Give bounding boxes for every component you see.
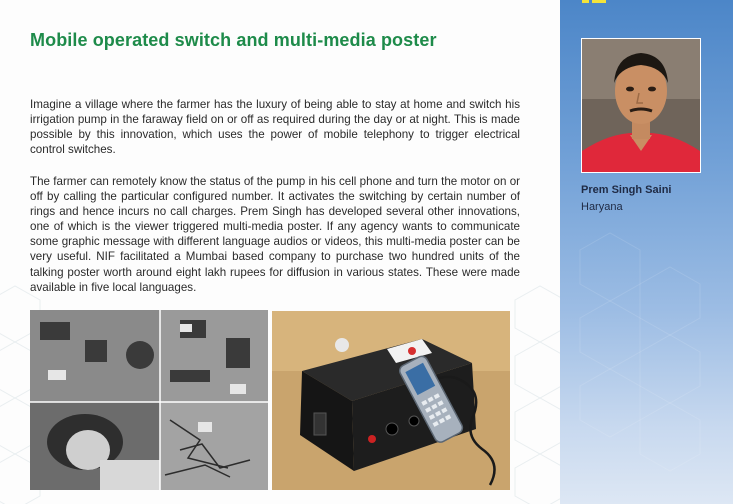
article-paragraph-2: The farmer can remotely know the status of the pump in his cell phone and turn the motor on or off by calling the particular configured number. It activates the switching by certain number of rings and hence incurs no call charges. Prem Singh has developed several other innovations, one of which is the viewer triggered multi-media poster. If any agency wants to communicate some graphic message with different language audios or videos, this multi-media poster can be very useful. NIF facilitated a Mumbai based company to purchase two hundred units of the talking poster worth around eight lakh rupees for diffusion in various states. These were made available in five local languages. xyxy=(30,175,520,294)
switch-device-photo xyxy=(272,311,510,490)
innovator-portrait xyxy=(581,38,701,173)
innovator-name: Prem Singh Saini xyxy=(581,184,672,196)
workbench-collage-photo xyxy=(30,310,268,490)
innovator-location: Haryana xyxy=(581,201,623,213)
article-paragraph-1: Imagine a village where the farmer has the luxury of being able to stay at home and switch his irrigation pump in the faraway field on or off as required during the day or at night. This is made possible by this innovation, which uses the power of mobile telephony to trigger electrical control switches. xyxy=(30,98,520,157)
page-number-mark xyxy=(578,0,618,4)
article-title: Mobile operated switch and multi-media poster xyxy=(30,30,437,50)
